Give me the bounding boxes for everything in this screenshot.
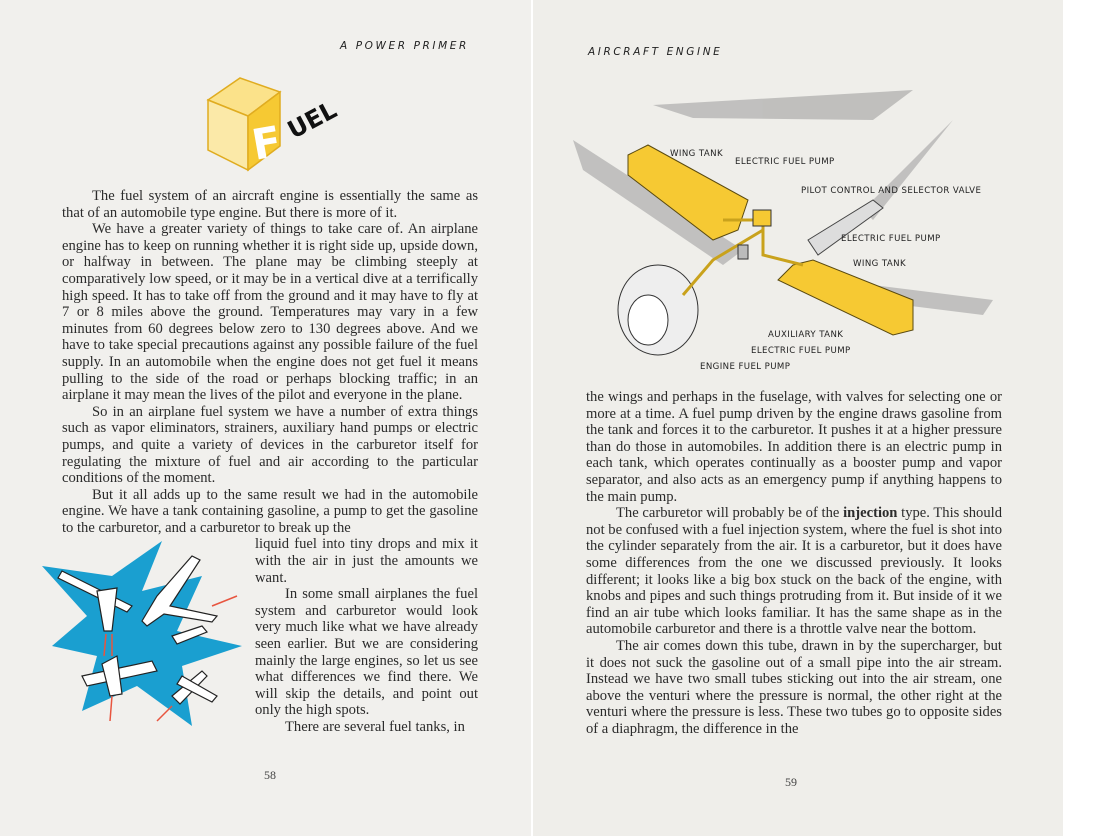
- label-wing-tank: WING TANK: [670, 149, 723, 159]
- label-electric-fuel-pump: ELECTRIC FUEL PUMP: [751, 346, 851, 356]
- svg-text:F: F: [248, 116, 285, 170]
- right-page: [533, 0, 1063, 836]
- label-wing-tank: WING TANK: [853, 259, 906, 269]
- paragraph: The air comes down this tube, drawn in by the supercharger, but it does not suck the gasoline out of a small pipe into the air stream. Instead we have two small tubes sticking out into the air stream, one above the venturi where the pressure is normal, the other right at the venturi where the pressure is less. These two tubes go to opposite sides of a diaphragm, the difference in the: [586, 637, 1002, 737]
- paragraph: We have a greater variety of things to take care of. An airplane engine has to keep on running whether it is right side up, upside down, or halfway in between. The plane may be climbing steeply at comparatively low speed, or it may be in a vertical dive at a terrifically high speed. It has to take off from the ground and it may have to fly at 7 or 8 miles above the ground. Temperatures may vary in a few minutes from 60 degrees below zero to 130 degrees above. And we have to take special precautions against any possible failure of the fuel supply. In an automobile when the engine does not get fuel it means pulling to the side of the road or perhaps blocking traffic; in an airplane it may mean the lives of the pilot and everyone in the plane.: [62, 221, 478, 404]
- paragraph: So in an airplane fuel system we have a number of extra things such as vapor eliminators, strainers, auxiliary hand pumps or electric pumps, and quite a variety of devices in the carburetor itself for regulating the mixture of fuel and air according to the particular conditions of the moment.: [62, 403, 478, 487]
- bold-term: injection: [843, 505, 898, 522]
- running-head: A POWER PRIMER: [340, 40, 469, 52]
- paragraph: [586, 505, 1002, 638]
- label-auxiliary-tank: AUXILIARY TANK: [768, 330, 844, 340]
- page-number: 59: [785, 775, 797, 789]
- right-body-text: [586, 389, 1002, 737]
- fuel-title-logo: [200, 72, 350, 176]
- paragraph: The fuel system of an aircraft engine is essentially the same as that of an automobile type engine. But there is more of it.: [62, 188, 478, 221]
- paragraph: But it all adds up to the same result we had in the automobile engine. We have a tank containing gasoline, a pump to get the gasoline to the carburetor, and a carburetor to break up the: [62, 486, 478, 536]
- airplanes-illustration: [42, 536, 249, 732]
- label-pilot-control: PILOT CONTROL AND SELECTOR VALVE: [801, 186, 982, 196]
- text-span: type. This should not be confused with a fuel injection system, where the fuel is shot into the cylinder separately from the air. It is a carburetor, but it does have some differences from the one we discussed previously. It looks different; it looks like a big box stuck on the back of the engine, with knobs and pipes and such things protruding from it. But inside of it we find an air tube which looks familiar. It has the same shape as in the automobile carburetor and there is a throttle valve near the bottom.: [586, 505, 1002, 638]
- svg-text:UEL: UEL: [282, 95, 342, 145]
- paragraph: liquid fuel into tiny drops and mix it with the air in just the amounts we want.: [255, 536, 478, 586]
- running-head: AIRCRAFT ENGINE: [588, 46, 723, 58]
- page-number: 58: [264, 768, 276, 782]
- paragraph: In some small airplanes the fuel system and carburetor would look very much like what we have already seen earlier. But we are considering mainly the large engines, so let us see what differences we find there. We will skip the details, and point out only the high spots.: [255, 586, 478, 719]
- fuel-system-diagram: [573, 80, 1013, 380]
- left-page: [0, 0, 531, 836]
- left-body-text: [62, 188, 478, 736]
- paragraph: There are several fuel tanks, in: [285, 719, 465, 735]
- label-electric-fuel-pump: ELECTRIC FUEL PUMP: [735, 157, 835, 167]
- paragraph: the wings and perhaps in the fuselage, with valves for selecting one or more at a time. A fuel pump driven by the engine draws gasoline from the tank and forces it to the carburetor. It pushes it at a higher pressure than do those in automobiles. In addition there is an electric pump in each tank, which operates continually as a booster pump and vapor separator, and also acts as an emergency pump if anything happens to the main pump.: [586, 389, 1002, 505]
- text-span: The carburetor will probably be of the: [616, 505, 844, 522]
- label-electric-fuel-pump: ELECTRIC FUEL PUMP: [841, 234, 941, 244]
- label-engine-fuel-pump: ENGINE FUEL PUMP: [700, 362, 791, 372]
